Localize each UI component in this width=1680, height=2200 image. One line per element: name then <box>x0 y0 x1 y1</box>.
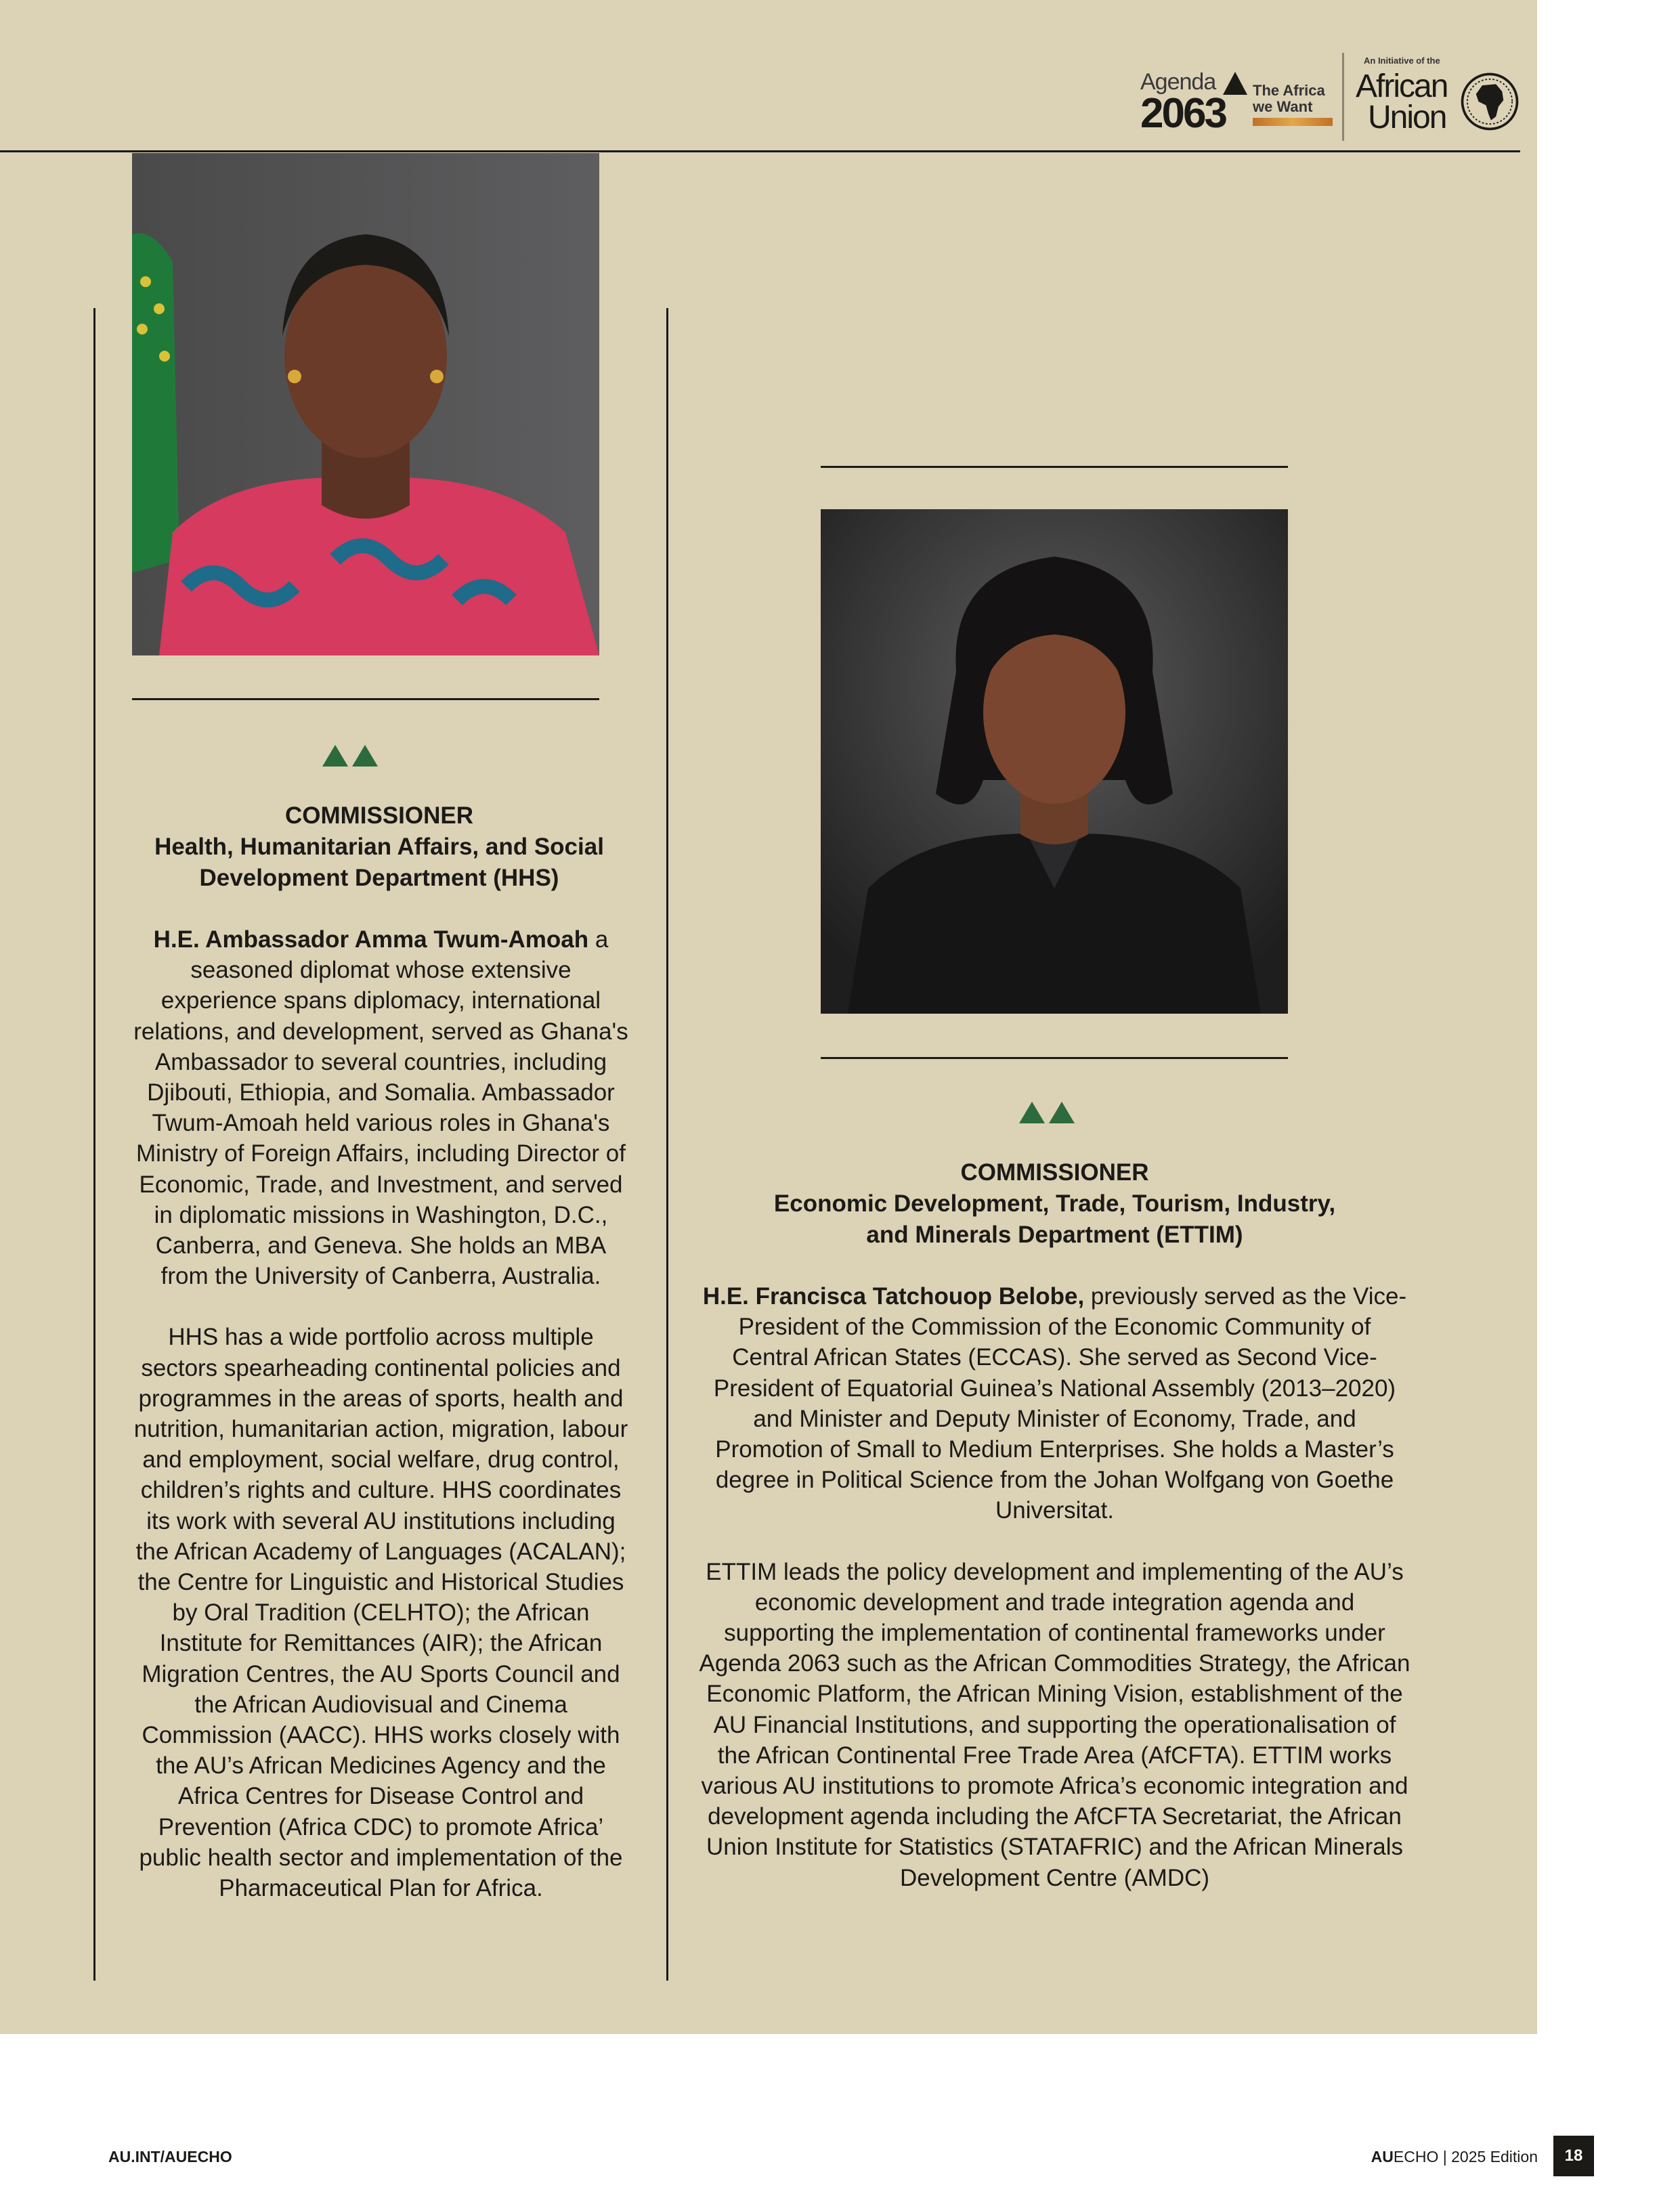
right-bio-text: previously served as the Vice-President of the Commission of the Economic Community of Central African States (ECCAS). She served as Second Vice-President of Equatorial Guinea’s National Assembly (2013–2020) and Minister and Deputy Minister of Economy, Trade, and Promotion of Small to Medium Enterprises. She holds a Master’s degree in Political Science from the Johan Wolfgang von Goethe Universitat. <box>713 1283 1407 1524</box>
au-emblem-icon <box>1459 70 1521 133</box>
right-photo-rule <box>821 1057 1288 1059</box>
left-portfolio-paragraph: HHS has a wide portfolio across multiple sectors spearheading continental policies and programmes in the areas of sports, health and nutrition, humanitarian action, migration, labour and employment, social welfare, drug control, children’s rights and culture. HHS coordinates its work with several AU institutions including the African Academy of Languages (ACALAN); the Centre for Linguistic and Historical Studies by Oral Tradition (CELHTO); the African Institute for Remittances (AIR); the African Migration Centres, the AU Sports Council and the African Audiovisual and Cinema Commission (AACC). HHS works closely with the AU’s African Medicines Agency and the Africa Centres for Disease Control and Prevention (Africa CDC) to promote Africa’ public health sector and implementation of the Pharmaceutical Plan for Africa. <box>133 1324 628 1902</box>
au-logo-line1: African <box>1356 68 1448 104</box>
left-commissioner-name: H.E. Ambassador Amma Twum-Amoah <box>153 926 589 953</box>
right-commissioner-name: H.E. Francisca Tatchouop Belobe, <box>702 1283 1085 1310</box>
triangle-icon <box>1049 1102 1075 1123</box>
triangle-icon <box>352 745 378 767</box>
logo-divider <box>1342 53 1344 141</box>
agenda-2063-logo <box>1140 65 1337 139</box>
right-triangle-ornament <box>1019 1102 1075 1123</box>
left-title-department-line1: Health, Humanitarian Affairs, and Social <box>154 834 604 860</box>
middle-column-rule <box>666 308 668 1981</box>
left-triangle-ornament <box>322 745 378 767</box>
right-body <box>697 1281 1412 1893</box>
right-top-rule <box>821 466 1288 468</box>
header-rule <box>0 150 1520 152</box>
right-title-role: COMMISSIONER <box>960 1159 1149 1186</box>
footer-brand-bold: AU <box>1371 2148 1394 2165</box>
footer-edition <box>1371 2148 1538 2166</box>
left-title-department-line2: Development Department (HHS) <box>199 865 559 891</box>
au-logo-line2: Union <box>1368 100 1446 135</box>
commissioner-tatchouop-belobe-photo <box>821 509 1288 1014</box>
right-portfolio-paragraph: ETTIM leads the policy development and implementing of the AU’s economic development and trade integration agenda and supporting the implementation of continental frameworks under Agenda 2063 such as the African Commodities Strategy, the African Economic Platform, the African Mining Vision, establishment of the AU Financial Institutions, and supporting the operationalisation of the African Continental Free Trade Area (AfCFTA). ETTIM works various AU institutions to promote Africa’s economic integration and development agenda including the AfCFTA Secretariat, the African Union Institute for Statistics (STATAFRIC) and the African Minerals Development Centre (AMDC) <box>699 1558 1410 1891</box>
right-bio-paragraph <box>697 1281 1412 1526</box>
agenda-tagline-line1: The Africa <box>1253 82 1325 99</box>
agenda-tagline-line2: we Want <box>1253 98 1313 115</box>
au-initiative-text: An Initiative of the <box>1364 56 1440 66</box>
agenda-triangle-icon <box>1223 72 1247 95</box>
agenda-word: Agenda <box>1140 69 1216 95</box>
triangle-icon <box>1019 1102 1045 1123</box>
agenda-color-bar <box>1253 118 1333 126</box>
left-column-rule <box>93 308 95 1981</box>
page-number: 18 <box>1553 2136 1594 2176</box>
left-bio-paragraph <box>132 924 630 1291</box>
commissioner-twum-amoah-photo <box>132 153 599 655</box>
left-title <box>108 800 650 894</box>
right-title-department-line2: and Minerals Department (ETTIM) <box>866 1222 1243 1248</box>
right-title-department-line1: Economic Development, Trade, Tourism, Industry, <box>773 1190 1336 1217</box>
left-body <box>132 924 630 1903</box>
left-title-role: COMMISSIONER <box>284 802 474 829</box>
left-bio-text: a seasoned diplomat whose extensive experience spans diplomacy, international relations, and development, served as Ghana's Ambassador to several countries, including Djibouti, Ethiopia, and Somalia. Ambassador Twum-Amoah held various roles in Ghana's Ministry of Foreign Affairs, including Director of Economic, Trade, and Investment, and served in diplomatic missions in Washington, D.C., Canberra, and Geneva. She holds an MBA from the University of Canberra, Australia. <box>133 926 628 1290</box>
left-photo-rule <box>132 698 599 700</box>
agenda-tagline <box>1253 83 1325 115</box>
agenda-number: 2063 <box>1140 90 1226 137</box>
footer-edition-text: ECHO | 2025 Edition <box>1393 2148 1538 2165</box>
footer-url[interactable]: AU.INT/AUECHO <box>108 2148 232 2165</box>
triangle-icon <box>322 745 348 767</box>
right-title <box>697 1157 1412 1251</box>
african-union-logo <box>1352 56 1521 137</box>
